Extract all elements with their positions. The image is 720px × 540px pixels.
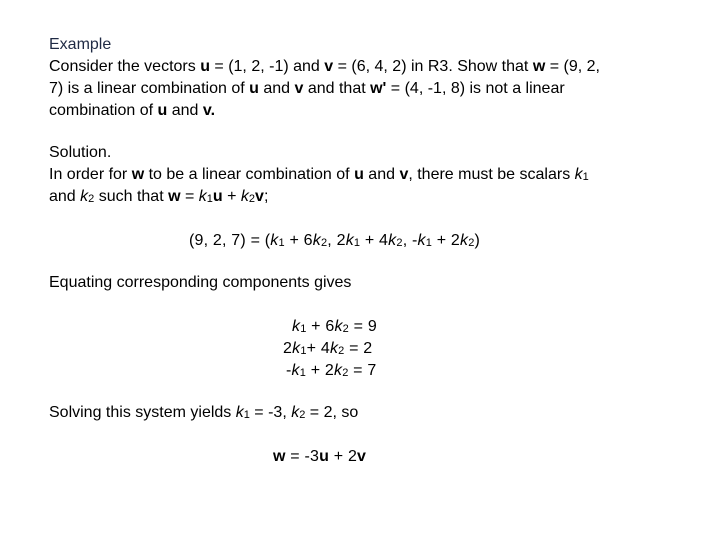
system-equation-3 [286,360,376,383]
scalar-k: k [345,232,354,249]
text: = -3 [285,448,320,465]
subscript-1: 1 [300,323,307,335]
system-equation-2 [283,338,372,361]
scalar-k: k [312,232,321,249]
scalar-k: k [388,232,397,249]
vector-w: w [532,58,546,75]
text: + 4 [306,340,330,357]
scalar-k: k [334,318,343,335]
text: and [258,80,295,97]
subscript-2: 2 [248,193,256,205]
scalar-k: k [291,362,300,379]
vector-w-prime: w' [370,80,387,97]
subscript-1: 1 [425,237,433,249]
subscript-1: 1 [582,171,589,183]
scalar-k: k [240,188,249,205]
text: = (6, 4, 2) in R3. Show that [333,58,533,75]
text: and that [303,80,371,97]
text: Consider the vectors [49,58,201,75]
solution-label: Solution. [49,144,112,161]
scalar-k: k [459,232,469,249]
vector-u: u [157,102,168,119]
scalar-k: k [417,232,426,249]
text: , - [402,232,418,249]
subscript-1: 1 [206,193,213,205]
scalar-k: k [80,188,89,205]
text: ) [474,232,481,249]
scalar-k: k [198,188,207,205]
equating-line: Equating corresponding components gives [49,274,352,291]
solution-line-2 [49,186,268,209]
solution-line-1 [49,164,589,187]
subscript-2: 2 [88,193,95,205]
text: , 2 [327,232,346,249]
text: + [222,188,241,205]
text: + 2 [329,448,358,465]
text: = -3, [249,404,292,421]
subscript-2: 2 [468,237,475,249]
subscript-2: 2 [299,409,306,421]
subscript-1: 1 [299,367,307,379]
system-equation-1 [292,316,377,339]
scalar-k: k [574,166,583,183]
text: = [180,188,199,205]
problem-line-3 [49,100,215,122]
text: , there must be scalars [408,166,575,183]
text: = (1, 2, -1) and [209,58,325,75]
problem-line-2 [49,78,565,100]
subscript-2: 2 [342,367,349,379]
scalar-k: k [329,340,339,357]
text: (9, 2, 7) = ( [189,232,271,249]
text: = 9 [349,318,377,335]
text: = 2 [344,340,373,357]
text: ; [263,188,269,205]
vector-v: v [255,188,264,205]
scalar-k: k [235,404,244,421]
vector-w: w [168,188,181,205]
scalar-k: k [291,404,300,421]
scalar-k: k [334,362,343,379]
vector-w: w [273,448,286,465]
text: = 2, so [305,404,359,421]
vector-w: w [131,166,145,183]
text: 2 [283,340,293,357]
vector-u: u [354,166,364,183]
vector-equation [189,230,480,253]
scalar-k: k [292,318,301,335]
text: and [363,166,400,183]
subscript-2: 2 [320,237,328,249]
text: to be a linear combination of [144,166,355,183]
text: + 2 [432,232,460,249]
text: = 7 [348,362,377,379]
vector-u: u [212,188,223,205]
vector-v: v [324,58,334,75]
scalar-k: k [292,340,301,357]
text: combination of [49,102,158,119]
example-heading: Example [49,36,112,53]
text: + 6 [284,232,313,249]
text: and [167,102,203,119]
vector-u: u [319,448,330,465]
subscript-1: 1 [353,237,361,249]
vector-v: v [357,448,367,465]
problem-line-1 [49,56,600,78]
text: and [49,188,81,205]
vector-v: v. [202,102,216,119]
text: 7) is a linear combination of [49,80,250,97]
vector-u: u [200,58,210,75]
vector-u: u [249,80,259,97]
result-line [49,402,358,425]
text: + 4 [360,232,389,249]
text: In order for [49,166,132,183]
vector-v: v [399,166,409,183]
scalar-k: k [270,232,279,249]
subscript-2: 2 [338,345,345,357]
text: - [286,362,292,379]
subscript-2: 2 [396,237,403,249]
text: such that [94,188,169,205]
text: + 2 [306,362,334,379]
vector-v: v [294,80,304,97]
text: Solving this system yields [49,404,236,421]
subscript-1: 1 [243,409,250,421]
subscript-2: 2 [342,323,349,335]
text: + 6 [306,318,335,335]
subscript-1: 1 [300,345,307,357]
text: = (4, -1, 8) is not a linear [386,80,565,97]
final-equation [273,446,366,468]
text: = (9, 2, [545,58,600,75]
subscript-1: 1 [278,237,285,249]
